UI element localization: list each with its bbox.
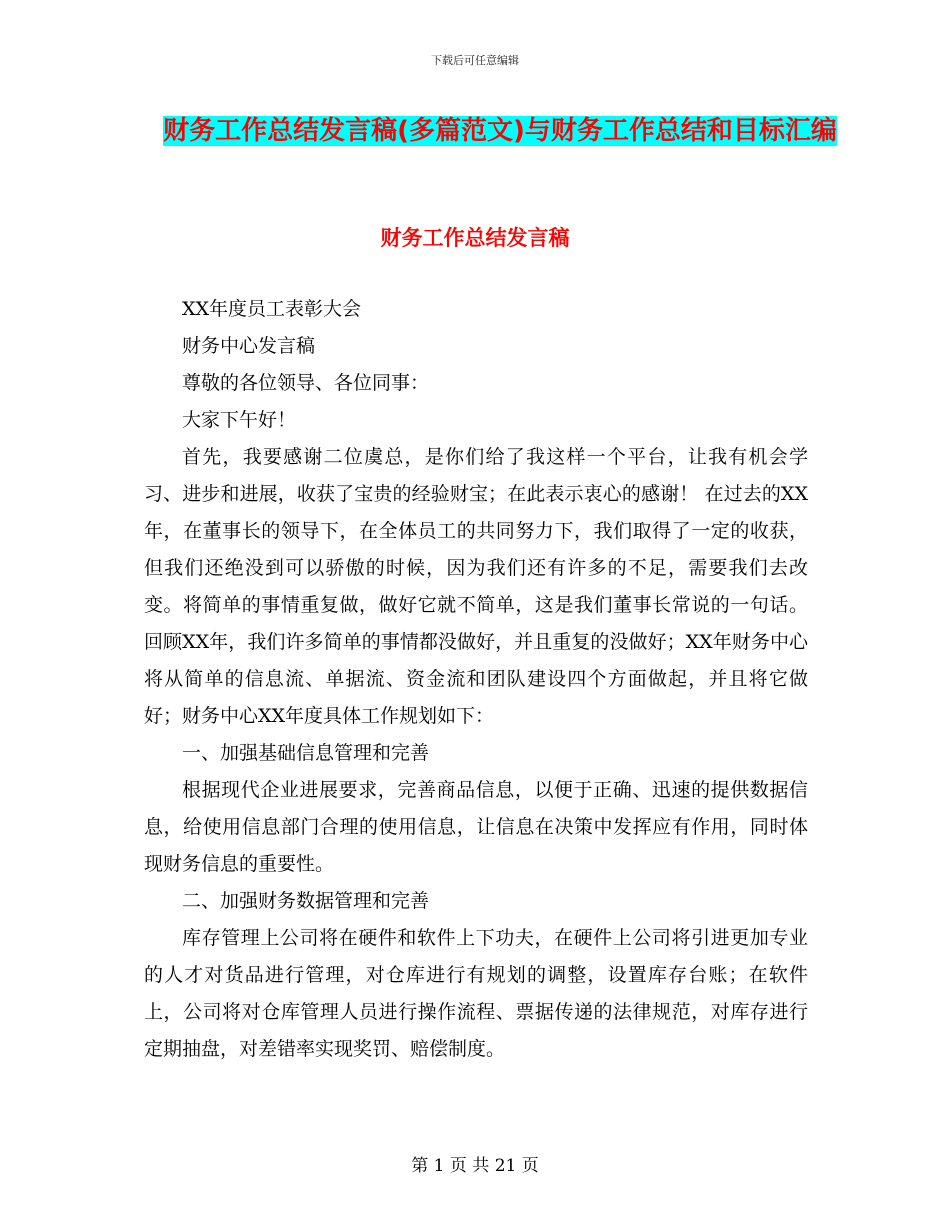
document-title-text: 财务工作总结发言稿(多篇范文)与财务工作总结和目标汇编	[163, 116, 837, 146]
page-footer: 第 1 页 共 21 页	[411, 1156, 539, 1176]
paragraph: 财务中心发言稿	[182, 335, 316, 357]
paragraph: 大家下午好！	[182, 409, 297, 431]
document-body	[144, 291, 808, 1068]
paragraph: 首先，我要感谢二位虞总，是你们给了我这样一个平台，让我有机会学习、进步和进展，收获了宝贵的经验财宝；在此表示衷心的感谢！ 在过去的XX年，在董事长的领导下，在全体员工的共同努力下，我们取得了一定的收获，但我们还绝没到可以骄傲的时候，因为我们还有许多的不足，需要我们去改变。将简单的事情重复做，做好它就不简单，这是我们董事长常说的一句话。回顾XX年，我们许多简单的事情都没做好，并且重复的没做好；XX年财务中心将从简单的信息流、单据流、资金流和团队建设四个方面做起，并且将它做好；财务中心XX年度具体工作规划如下：	[144, 446, 808, 727]
paragraph: 一、加强基础信息管理和完善	[182, 742, 430, 764]
paragraph: 根据现代企业进展要求，完善商品信息，以便于正确、迅速的提供数据信息，给使用信息部门合理的使用信息，让信息在决策中发挥应有作用，同时体现财务信息的重要性。	[144, 779, 808, 875]
paragraph: 尊敬的各位领导、各位同事：	[182, 372, 430, 394]
document-title	[140, 108, 860, 154]
paragraph: XX年度员工表彰大会	[182, 298, 362, 320]
section-title: 财务工作总结发言稿	[380, 226, 570, 250]
paragraph: 二、加强财务数据管理和完善	[182, 890, 430, 912]
header-note: 下载后可任意编辑	[431, 54, 519, 67]
paragraph: 库存管理上公司将在硬件和软件上下功夫，在硬件上公司将引进更加专业的人才对货品进行管理，对仓库进行有规划的调整，设置库存台账；在软件上，公司将对仓库管理人员进行操作流程、票据传递的法律规范，对库存进行定期抽盘，对差错率实现奖罚、赔偿制度。	[144, 927, 808, 1060]
